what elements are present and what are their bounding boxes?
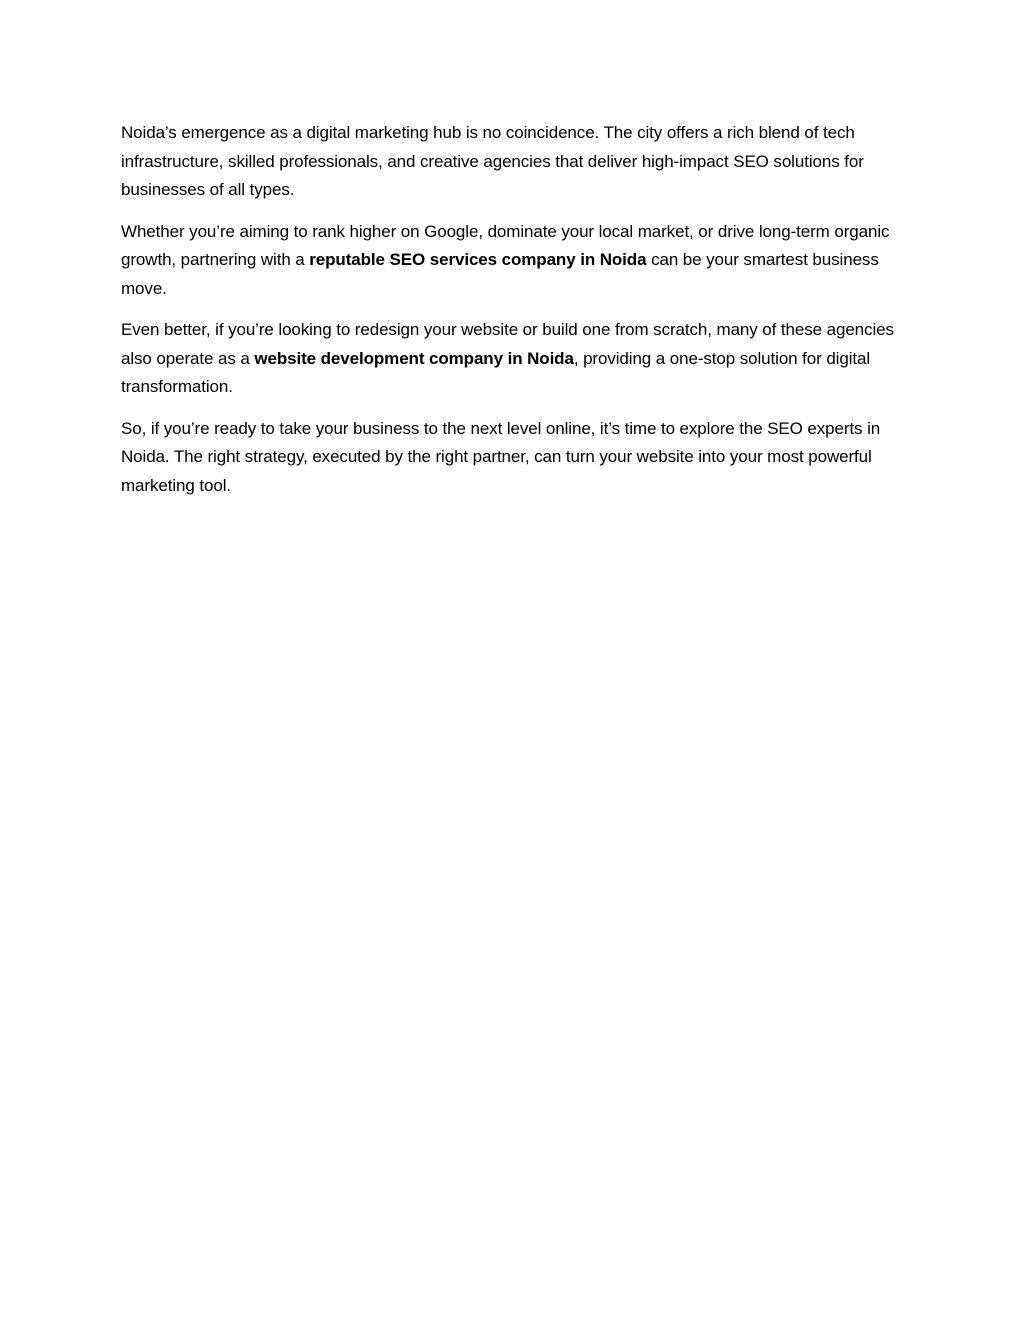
paragraph-seo-ranking: [121, 218, 899, 304]
paragraph-conclusion: So, if you’re ready to take your business to the next level online, it’s time to explore the SEO experts in Noida. The right strategy, executed by the right partner, can turn your website into your most powerful marketing tool.: [121, 418, 881, 495]
bold-phrase-seo-company: reputable SEO services company in Noida: [309, 250, 647, 269]
document-body: [121, 119, 899, 513]
paragraph-intro: Noida’s emergence as a digital marketing hub is no coincidence. The city offers a rich blend of tech infrastructure, skilled professionals, and creative agencies that deliver high-impact SEO solutions for businesses of all types.: [121, 123, 864, 199]
paragraph-text: Even better, if you’re looking to redesign your website or build one from scratch, many of these agencies also operate as a: [121, 320, 894, 368]
paragraph-website-development: [121, 316, 899, 402]
bold-phrase-website-company: website development company in Noida: [254, 348, 574, 368]
paragraph-text: , providing a one-stop solution for digital transformation.: [121, 348, 871, 396]
paragraph-text: can be your smartest business move.: [121, 250, 879, 298]
paragraph-text: Whether you’re aiming to rank higher on Google, dominate your local market, or drive long-term organic growth, partnering with a: [121, 221, 890, 269]
